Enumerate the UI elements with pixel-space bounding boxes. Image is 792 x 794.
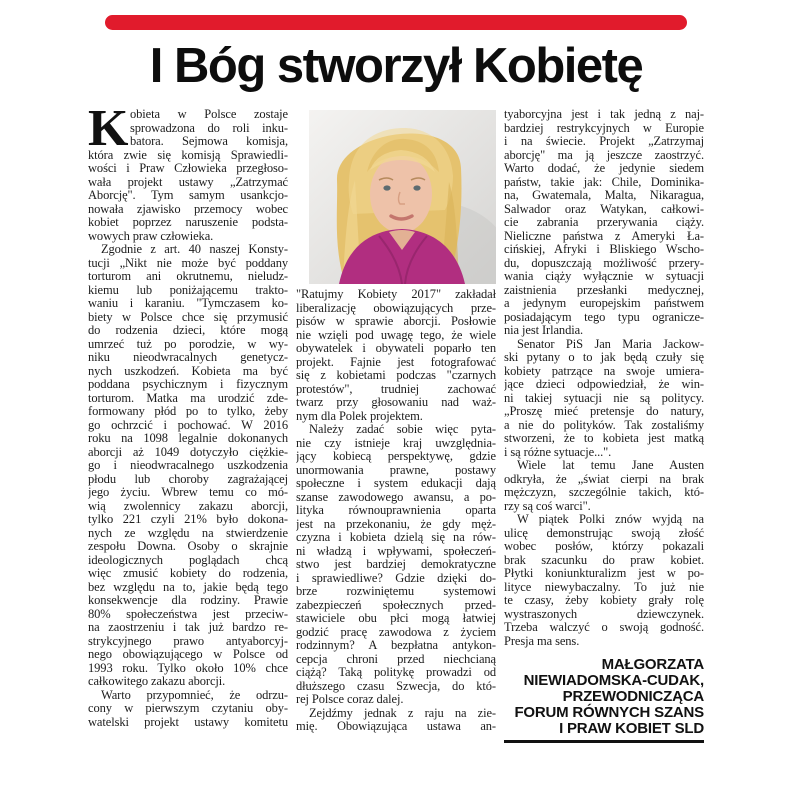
- text-line: 80% społeczeństwa jest przeciw-: [88, 607, 288, 621]
- signature-line: PRZEWODNICZĄCA: [562, 688, 704, 705]
- text-line: i na świecie. Projekt „Zatrzymaj: [504, 135, 704, 148]
- text-line: nego obowiązującego w Polsce od: [88, 648, 288, 661]
- article-photo: [309, 110, 496, 284]
- text-line: całkowitego zakazu aborcji.: [88, 675, 226, 688]
- text-line: rej Polsce coraz dalej.: [296, 693, 404, 706]
- text-line: i sprawiedliwe? Gdzie dzięki do-: [296, 571, 496, 585]
- text-line: Presja ma sens.: [504, 634, 580, 648]
- text-line: dłuższego czasu Szwecja, do któ-: [296, 679, 496, 693]
- text-line: Warto przypomnieć, że odrzu-: [101, 688, 288, 702]
- text-line: go i nieodwracalnego uszkodzenia: [88, 459, 288, 472]
- text-line: jący kobiecą perspektywę, gdzie: [296, 450, 496, 463]
- text-line: torturom. Matka ma urodzić zde-: [88, 391, 288, 405]
- text-line: kiemu lub poniżającemu trakto-: [88, 283, 288, 297]
- text-line: aborcję" ma ją jeszcze zaostrzyć.: [504, 148, 704, 162]
- text-line: aborcji aż 1049 dotyczyło ciężkie-: [88, 445, 288, 459]
- text-line: państw, takie jak: Chile, Dominika-: [504, 175, 704, 189]
- article-column-right: [504, 108, 704, 743]
- paragraph: [504, 108, 704, 338]
- signature-line: FORUM RÓWNYCH SZANS: [514, 704, 704, 721]
- text-line: strykcyjnego prawo antyaborcyj-: [88, 634, 288, 648]
- text-line: nie wzięli pod uwagę tego, że wiele: [296, 328, 496, 342]
- text-line: i są różne sytuacje...".: [504, 445, 612, 459]
- text-line: lityka równouprawnienia oparta: [296, 504, 496, 517]
- text-line: kobiety patrzące na swoje umiera-: [504, 364, 704, 378]
- text-line: Senator PiS Jan Maria Jackow-: [517, 337, 704, 351]
- paragraph: [88, 689, 288, 730]
- text-line: na, Gwatemala, Malta, Nikaragua,: [504, 189, 704, 202]
- text-line: wowych praw człowieka.: [88, 229, 214, 243]
- text-line: batora. Sejmowa komisja,: [130, 135, 288, 148]
- text-line: jego życiu. Wbrew temu co mó-: [88, 486, 288, 499]
- article-body: [88, 100, 704, 743]
- text-line: Płytki koniunkturalizm jest w po-: [504, 567, 704, 580]
- signature-line: I PRAW KOBIET SLD: [559, 720, 704, 737]
- text-line: wości i Praw Człowieka przegłoso-: [88, 162, 288, 175]
- text-line: 1993 roku. Tylko około 10% chce: [88, 661, 288, 675]
- text-line: wania ciąży wyłącznie w sytuacji: [504, 270, 704, 283]
- text-line: zaistnienia przesłanki medycznej,: [504, 283, 704, 297]
- text-line: go ochrzcić i pochować. W 2016: [88, 418, 288, 432]
- text-line: watelski projekt ustawy komitetu: [88, 715, 288, 729]
- text-line: Zgodnie z art. 40 naszej Konsty-: [101, 243, 288, 256]
- paragraph: [296, 707, 496, 734]
- text-line: posiadającym tego typu ogranicze-: [504, 310, 704, 324]
- article-column-left: [88, 100, 288, 743]
- text-line: niku nieodwracalnych genetycz-: [88, 351, 288, 364]
- text-line: zabezpieczeń społecznych przed-: [296, 598, 496, 612]
- text-line: zespołu Downa. Osoby o skrajnie: [88, 540, 288, 553]
- text-line: godzić pracę zawodowa z życiem: [296, 625, 496, 639]
- text-line: W piątek Polki znów wyjdą na: [517, 513, 704, 526]
- text-line: ski pytany o to jak będą czuły się: [504, 351, 704, 364]
- text-line: stawiciele obu płci mogą łatwiej: [296, 612, 496, 625]
- paragraph: [504, 338, 704, 460]
- text-line: stworzeni, że to kobieta jest matką: [504, 432, 704, 445]
- text-line: obywatelek i obywateli poparło ten: [296, 342, 496, 355]
- text-line: wała projekt ustawy „Zatrzymać: [88, 175, 288, 189]
- text-line: lityce niewybaczalny. To już nie: [504, 580, 704, 594]
- text-line: liberalizację obowiązujących prze-: [296, 301, 496, 315]
- text-line: Zejdźmy jednak z raju na zie-: [309, 706, 496, 720]
- text-line: Warto dodać, że jedynie siedem: [504, 162, 704, 175]
- text-line: roku na 1098 legalnie dokonanych: [88, 432, 288, 445]
- text-line: ideologicznych poglądach chcą: [88, 553, 288, 567]
- text-line: tylko 221 czyli 21% było dokona-: [88, 513, 288, 526]
- text-line: która zwie się komisją Sprawiedli-: [88, 148, 288, 162]
- text-line: sprowadzona do roli inku-: [130, 121, 288, 135]
- text-line: waniu i karaniu. "Tymczasem ko-: [88, 297, 288, 310]
- text-line: ni takiej sytuacji nie są politycy.: [504, 391, 704, 405]
- text-line: a jedynym europejskim państwem: [504, 297, 704, 310]
- text-line: mię. Obowiązująca ustawa an-: [296, 720, 496, 733]
- text-line: odkryła, że „świat cierpi na brak: [504, 472, 704, 486]
- signature-line: MAŁGORZATA: [601, 656, 704, 673]
- text-line: wystraszonych dziewczynek.: [504, 607, 704, 621]
- text-line: torturom ani okrutnemu, nieludz-: [88, 270, 288, 283]
- text-line: nych ze względu na stwierdzenie: [88, 526, 288, 540]
- text-line: na zaostrzeniu i tak już bardzo re-: [88, 621, 288, 634]
- text-line: jest na przekonaniu, że gdy męż-: [296, 517, 496, 531]
- paragraph: [504, 513, 704, 648]
- text-line: szanse zawodowego awansu, a po-: [296, 490, 496, 504]
- text-line: Salwador oraz Watykan, całkowi-: [504, 202, 704, 216]
- text-line: tyaborcyjna jest i tak jedną z naj-: [504, 108, 704, 121]
- paragraph: [88, 100, 288, 243]
- text-line: wobec posłów, którzy pokazali: [504, 540, 704, 553]
- text-line: pisów w sprawie aborcji. Posłowie: [296, 315, 496, 328]
- article-headline: I Bóg stworzył Kobietę: [149, 39, 643, 93]
- text-line: obieta w Polsce zostaje: [130, 108, 288, 121]
- text-line: jące dzieci odpowiedział, że win-: [504, 378, 704, 391]
- text-line: nowała zjawisko przemocy wobec: [88, 202, 288, 216]
- text-line: czyzna i kobieta dzielą się na rów-: [296, 531, 496, 544]
- paragraph: [296, 288, 496, 423]
- article-column-middle: [296, 108, 496, 743]
- text-line: nie czy istnieje kraj uwzględnia-: [296, 436, 496, 450]
- text-line: cińskiej, Afryki i Bliskiego Wscho-: [504, 243, 704, 256]
- text-line: społeczne i system edukacji dają: [296, 477, 496, 490]
- text-line: Trzeba walczyć o swoją godność.: [504, 621, 704, 634]
- text-line: Aborcję". Tym samym usankcjo-: [88, 189, 288, 202]
- text-line: cony w pierwszym czytaniu oby-: [88, 702, 288, 715]
- paragraph: [88, 243, 288, 689]
- text-line: brak szacunku do praw kobiet.: [504, 553, 704, 567]
- text-line: biety w Polsce chce się przymusić: [88, 310, 288, 324]
- text-line: do rodzenia dzieci, które mogą: [88, 324, 288, 337]
- text-line: poddana psychicznym i fizycznym: [88, 378, 288, 391]
- text-line: twarz przy głosowaniu nad waż-: [296, 396, 496, 409]
- text-line: wią zwolennicy zakazu aborcji,: [88, 499, 288, 513]
- text-line: cepcja chroni przed niechcianą: [296, 652, 496, 666]
- text-line: Należy zadać sobie więc pyta-: [309, 423, 496, 436]
- text-line: „Proszę mieć pretensje do natury,: [504, 405, 704, 418]
- text-line: unormowania prawne, postawy: [296, 463, 496, 477]
- text-line: płodu lub choroby zagrażającej: [88, 472, 288, 486]
- text-line: nych uszkodzeń. Kobieta ma być: [88, 364, 288, 378]
- text-line: stwo jest bardziej demokratyczne: [296, 558, 496, 571]
- text-line: protestów", trudniej zachować: [296, 382, 496, 396]
- text-line: ciążą? Taką politykę prowadzi od: [296, 666, 496, 679]
- signature-line: NIEWIADOMSKA-CUDAK,: [523, 672, 704, 689]
- text-line: Nieliczne państwa z Ameryki Ła-: [504, 229, 704, 243]
- masthead-red-bar: [105, 15, 687, 30]
- text-line: cie zabrania przerywania ciąży.: [504, 216, 704, 229]
- text-line: mężczyzn, szczególnie takich, któ-: [504, 486, 704, 499]
- text-line: umrzeć tuż po porodzie, w wy-: [88, 337, 288, 351]
- text-line: się z kobietami podczas "czarnych: [296, 369, 496, 382]
- text-line: projekt. Fajnie jest fotografować: [296, 355, 496, 369]
- text-line: Wiele lat temu Jane Austen: [517, 459, 704, 472]
- text-line: du, dopuszczają możliwość przery-: [504, 256, 704, 270]
- text-line: konsekwencje dla rodziny. Prawie: [88, 594, 288, 607]
- text-line: nym dla Polek projektem.: [296, 409, 423, 423]
- text-line: kobiet poprzez naruszenie podsta-: [88, 216, 288, 229]
- signature-block: [504, 657, 704, 743]
- text-line: rzy są coś warci".: [504, 499, 591, 513]
- text-line: bez względu na to, jakie będą tego: [88, 580, 288, 594]
- drop-cap: K: [88, 100, 129, 157]
- text-line: bardziej restrykcyjnych w Europie: [504, 121, 704, 135]
- text-line: formowany płód po to tylko, żeby: [88, 405, 288, 418]
- text-line: te czasy, żeby kobiety grały rolę: [504, 594, 704, 607]
- text-line: nia jest Irlandia.: [504, 324, 584, 337]
- text-line: "Ratujmy Kobiety 2017" zakładał: [296, 288, 496, 301]
- text-line: a nie do polityków. Tak zostaliśmy: [504, 418, 704, 432]
- text-line: rodzinnym? A bezpłatna antykon-: [296, 639, 496, 652]
- text-line: więc zmusić kobiety do rodzenia,: [88, 567, 288, 580]
- text-line: tucji „Nikt nie może być poddany: [88, 256, 288, 270]
- paragraph: [504, 459, 704, 513]
- text-line: brze rozwiniętemu systemowi: [296, 585, 496, 598]
- paragraph: [296, 423, 496, 707]
- text-line: ni władzą i wpływami, społeczeń-: [296, 544, 496, 558]
- text-line: ulicę demonstrując swoją złość: [504, 526, 704, 540]
